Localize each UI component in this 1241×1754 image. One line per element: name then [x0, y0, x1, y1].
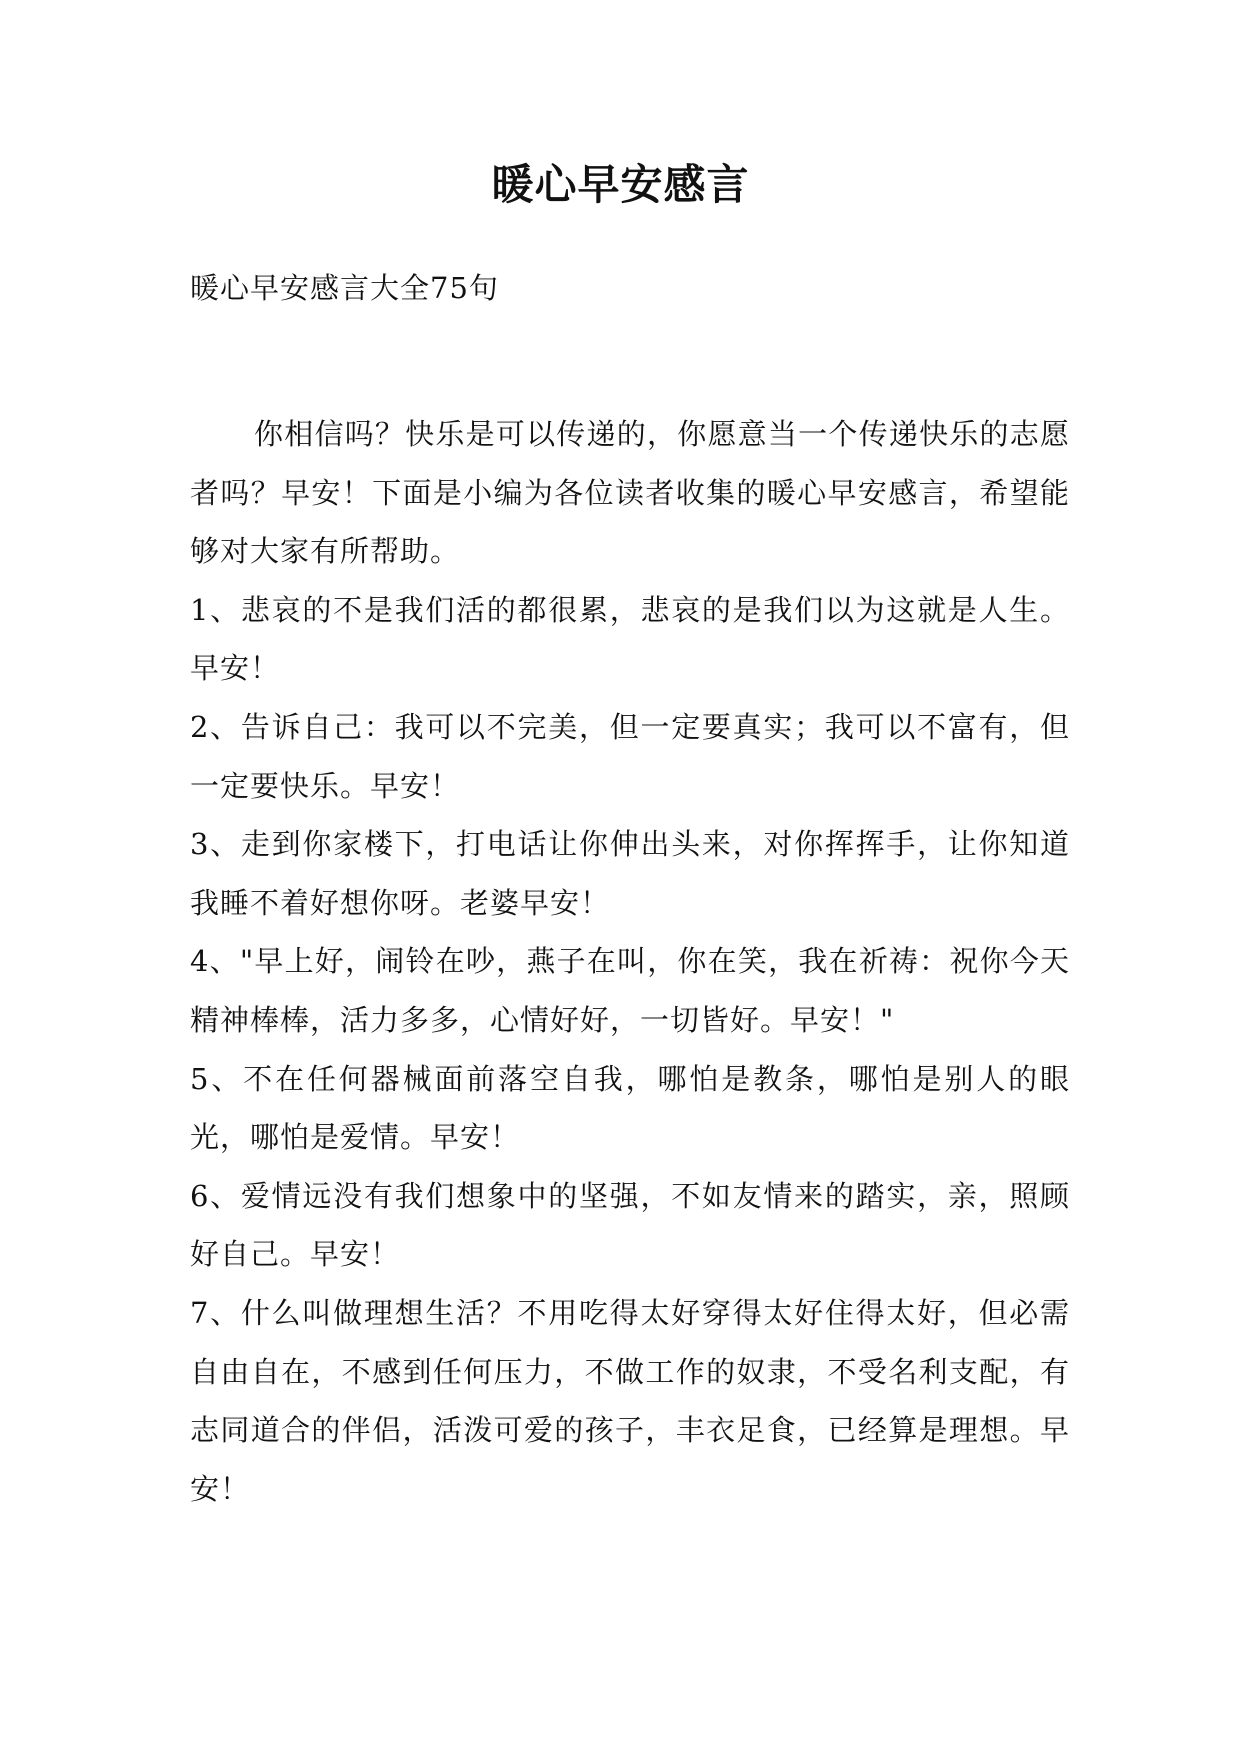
list-item: 2、告诉自己：我可以不完美，但一定要真实；我可以不富有，但一定要快乐。早安！: [190, 709, 1070, 803]
list-item: 3、走到你家楼下，打电话让你伸出头来，对你挥挥手，让你知道我睡不着好想你呀。老婆早安！: [190, 827, 1070, 920]
list-item: 4、"早上好，闹铃在吵，燕子在叫，你在笑，我在祈祷：祝你今天精神棒棒，活力多多，心情好好，一切皆好。早安！": [190, 944, 1070, 1037]
list-item: 6、爱情远没有我们想象中的坚强，不如友情来的踏实，亲，照顾好自己。早安！: [190, 1178, 1070, 1272]
list-item: 7、什么叫做理想生活？不用吃得太好穿得太好住得太好，但必需自由自在，不感到任何压力，不做工作的奴隶，不受名利支配，有志同道合的伴侣，活泼可爱的孩子，丰衣足食，已经算是理想。早安！: [190, 1295, 1070, 1506]
intro-paragraph: 你相信吗？快乐是可以传递的，你愿意当一个传递快乐的志愿者吗？早安！下面是小编为各位读者收集的暖心早安感言，希望能够对大家有所帮助。: [190, 417, 1070, 569]
document-subtitle: 暖心早安感言大全75句: [190, 271, 499, 305]
list-item: 5、不在任何器械面前落空自我，哪怕是教条，哪怕是别人的眼光，哪怕是爱情。早安！: [190, 1061, 1070, 1155]
document-body: [190, 405, 1070, 1518]
list-item: 1、悲哀的不是我们活的都很累，悲哀的是我们以为这就是人生。早安！: [190, 592, 1070, 686]
page-title: 暖心早安感言: [491, 160, 750, 209]
